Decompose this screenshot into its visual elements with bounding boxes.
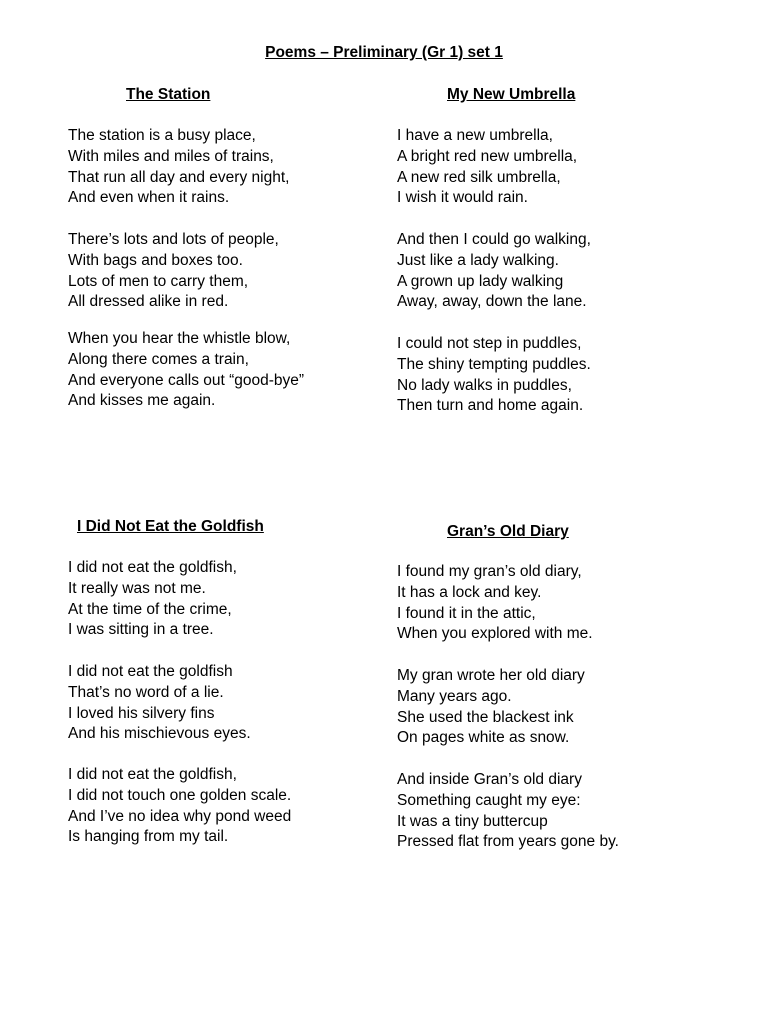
poem-line: It has a lock and key. — [397, 583, 542, 601]
poem-line: And then I could go walking, — [397, 231, 591, 248]
poem-line: And his mischievous eyes. — [68, 725, 251, 743]
page-title: Poems – Preliminary (Gr 1) set 1 — [265, 44, 503, 61]
poem-line: I did not touch one golden scale. — [68, 786, 292, 804]
poem-line: A bright red new umbrella, — [397, 147, 578, 165]
poem-line: Many years ago. — [397, 687, 512, 705]
stanza — [397, 126, 577, 209]
poem-line: That’s no word of a lie. — [68, 683, 224, 701]
poem-line: Along there comes a train, — [68, 350, 249, 368]
poem-line: Away, away, down the lane. — [397, 293, 587, 311]
poem-line: And even when it rains. — [68, 189, 230, 207]
poem-line: And everyone calls out “good-bye” — [68, 371, 305, 389]
stanza — [397, 770, 619, 853]
poem-line: I found my gran’s old diary, — [397, 563, 582, 580]
poem-line: I wish it would rain. — [397, 189, 528, 207]
stanza — [68, 765, 291, 848]
stanza — [397, 666, 585, 749]
poem-line: With bags and boxes too. — [68, 251, 243, 269]
poem-line: My gran wrote her old diary — [397, 667, 585, 684]
poem-line: And inside Gran’s old diary — [397, 771, 582, 788]
poem-line: With miles and miles of trains, — [68, 147, 274, 165]
poem-line: On pages white as snow. — [397, 729, 570, 747]
poem-line: The station is a busy place, — [68, 127, 256, 144]
poem-line: I did not eat the goldfish — [68, 663, 233, 680]
poem-line: And I’ve no idea why pond weed — [68, 807, 292, 825]
stanza — [397, 562, 593, 645]
poem-line: I was sitting in a tree. — [68, 621, 214, 639]
poem-line: When you explored with me. — [397, 625, 593, 643]
poem-line: She used the blackest ink — [397, 708, 574, 726]
poem-line: Is hanging from my tail. — [68, 828, 229, 846]
stanza — [68, 329, 304, 412]
poem-line: No lady walks in puddles, — [397, 376, 572, 394]
poem-line: It really was not me. — [68, 579, 206, 597]
poem-line: Pressed flat from years gone by. — [397, 833, 619, 851]
poem-title: Gran’s Old Diary — [447, 523, 569, 540]
poem-line: Then turn and home again. — [397, 397, 584, 415]
poem-line: There’s lots and lots of people, — [68, 231, 279, 248]
poem-line: I did not eat the goldfish, — [68, 559, 237, 576]
stanza — [68, 126, 289, 209]
poem-line: I found it in the attic, — [397, 604, 536, 622]
poem-line: I loved his silvery fins — [68, 704, 215, 722]
poem-title: My New Umbrella — [447, 86, 576, 103]
poem-line: A new red silk umbrella, — [397, 168, 561, 186]
poem-line: I did not eat the goldfish, — [68, 766, 237, 783]
poem-line: I could not step in puddles, — [397, 335, 582, 352]
poem-line: A grown up lady walking — [397, 272, 564, 290]
stanza — [397, 334, 591, 417]
poem-line: At the time of the crime, — [68, 600, 232, 618]
poem-line: All dressed alike in red. — [68, 293, 229, 311]
poem-line: And kisses me again. — [68, 392, 216, 410]
stanza — [397, 230, 591, 313]
stanza — [68, 662, 251, 745]
poem-line: Something caught my eye: — [397, 791, 581, 809]
poem-title: The Station — [126, 86, 211, 103]
poem-line: I have a new umbrella, — [397, 127, 553, 144]
poem-line: The shiny tempting puddles. — [397, 355, 591, 373]
poem-line: When you hear the whistle blow, — [68, 330, 291, 347]
poem-line: Just like a lady walking. — [397, 251, 559, 269]
stanza — [68, 230, 279, 313]
poem-line: It was a tiny buttercup — [397, 812, 548, 830]
poem-title: I Did Not Eat the Goldfish — [77, 518, 264, 535]
poem-line: That run all day and every night, — [68, 168, 290, 186]
poem-line: Lots of men to carry them, — [68, 272, 249, 290]
stanza — [68, 558, 237, 641]
